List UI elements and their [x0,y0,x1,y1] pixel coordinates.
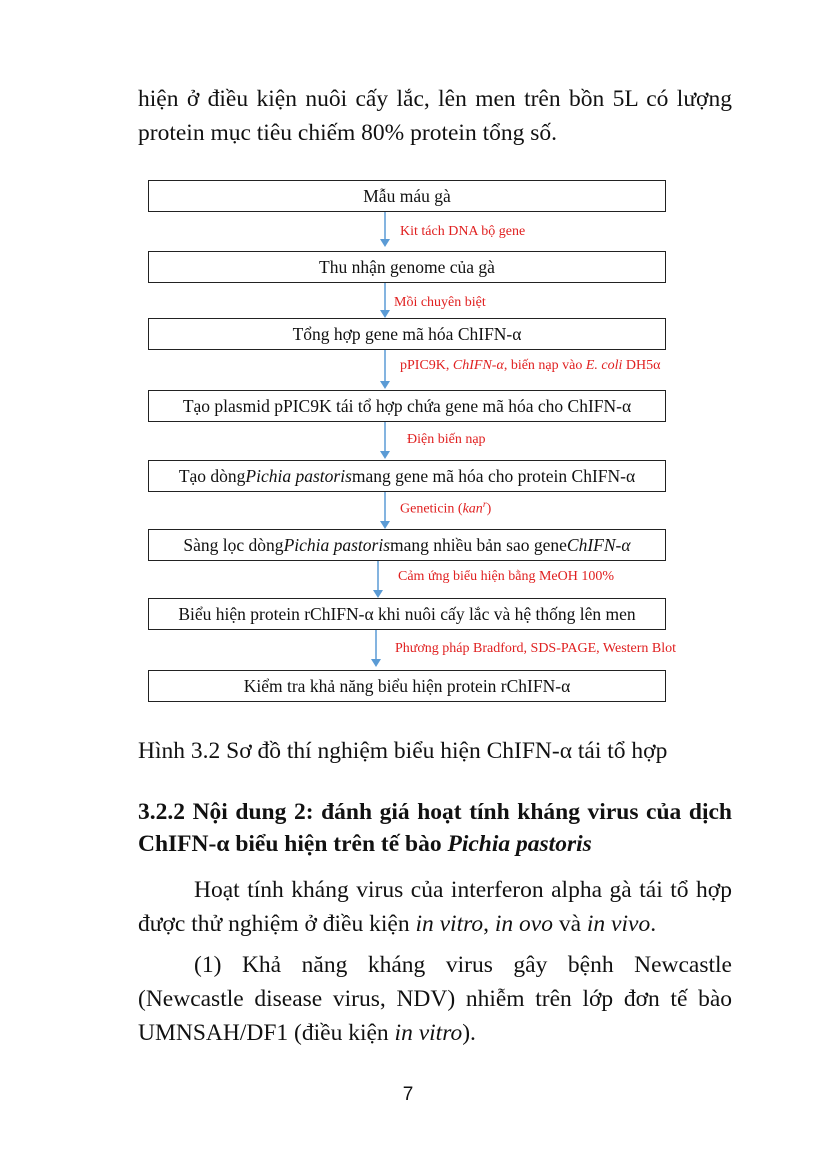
text-segment: Pichia pastoris [245,465,352,486]
text-segment: in vitro [394,1020,463,1046]
text-segment: và [552,911,587,937]
flow-arrow-7 [369,630,383,668]
text-segment: Pichia pastoris [447,831,592,857]
flow-arrow-5 [378,492,392,530]
flow-box-6 [148,529,666,561]
text-segment: Biểu hiện protein rChIFN-α khi nuôi cấy lắc và hệ thống lên men [178,603,636,624]
text-segment: mang gene mã hóa cho protein ChIFN-α [351,465,636,486]
flow-box-7 [148,598,666,630]
text-segment: Mẫu máu gà [363,185,451,206]
text-segment: in ovo [494,911,553,937]
text-segment: Phương pháp Bradford, SDS-PAGE, Western Blot [395,641,677,656]
flow-label-3 [400,358,660,374]
text-segment: Tạo dòng [178,465,246,486]
text-segment: Tạo plasmid pPIC9K tái tổ hợp chứa gene mã hóa cho ChIFN-α [182,395,632,416]
text-segment: ChIFN-α [452,358,504,373]
flow-label-7 [395,641,676,657]
flow-box-3 [148,318,666,350]
flow-arrow-1 [378,212,392,248]
text-segment: Geneticin ( [400,501,463,517]
text-segment: , biến nạp vào [503,358,586,373]
flow-label-2 [394,295,486,311]
text-segment: . [650,911,657,937]
text-segment: Kiểm tra khả năng biểu hiện protein rChIFN-α [243,675,571,696]
flow-box-2 [148,251,666,283]
text-segment: , [483,911,495,937]
flow-label-5 [400,499,491,518]
text-segment: Pichia pastoris [283,534,391,555]
page-number: 7 [402,1084,414,1105]
text-segment: in vivo [586,911,651,937]
text-segment: in vitro [415,911,484,937]
text-segment: Điện biến nạp [407,432,486,447]
text-segment: ). [462,1020,476,1046]
text-segment: Kit tách DNA bộ gene [400,224,526,239]
text-segment: Tổng hợp gene mã hóa ChIFN-α [292,323,522,344]
flow-arrow-3 [378,350,392,390]
figure-caption: Hình 3.2 Sơ đồ thí nghiệm biểu hiện ChIFN-α tái tổ hợp [138,738,668,764]
text-segment: Hoạt tính kháng virus của interferon alpha gà tái tổ hợp được thử nghiệm ở điều kiện [138,877,732,937]
text-segment: 3.2.2 Nội dung 2: đánh giá hoạt tính kháng virus của dịch ChIFN-α biểu hiện trên tế bào [138,799,732,857]
text-segment: E. coli [585,358,623,373]
text-segment: DH5α [622,358,661,373]
flow-label-1 [400,224,525,240]
text-segment: ChIFN-α [566,534,631,555]
text-segment: kan [462,501,483,517]
paragraph-2 [138,948,732,1050]
flow-box-1 [148,180,666,212]
flow-arrow-2 [378,283,392,319]
text-segment: Thu nhận genome của gà [319,256,495,277]
text-segment: Cảm ứng biểu hiện bằng MeOH 100% [398,569,614,584]
text-segment: r [482,499,487,510]
flow-label-6 [398,569,614,585]
text-segment: ) [486,501,492,517]
flow-box-5 [148,460,666,492]
section-heading [138,796,732,860]
flow-arrow-6 [371,561,385,599]
text-segment: Mồi chuyên biệt [394,295,486,310]
flow-arrow-4 [378,422,392,460]
text-segment: pPIC9K, [400,358,453,373]
text-segment: (1) Khả năng kháng virus gây bệnh Newcastle (Newcastle disease virus, NDV) nhiễm trên lớp đơn tế bào UMNSAH/DF1 (điều kiện [138,952,732,1046]
text-segment: Sàng lọc dòng [183,534,284,555]
paragraph-1 [138,873,732,941]
flow-box-8 [148,670,666,702]
text-segment: mang nhiều bản sao gene [390,534,567,555]
flow-label-4 [407,432,486,448]
intro-paragraph: hiện ở điều kiện nuôi cấy lắc, lên men trên bồn 5L có lượng protein mục tiêu chiếm 80% protein tổng số. [138,86,732,146]
flow-box-4 [148,390,666,422]
